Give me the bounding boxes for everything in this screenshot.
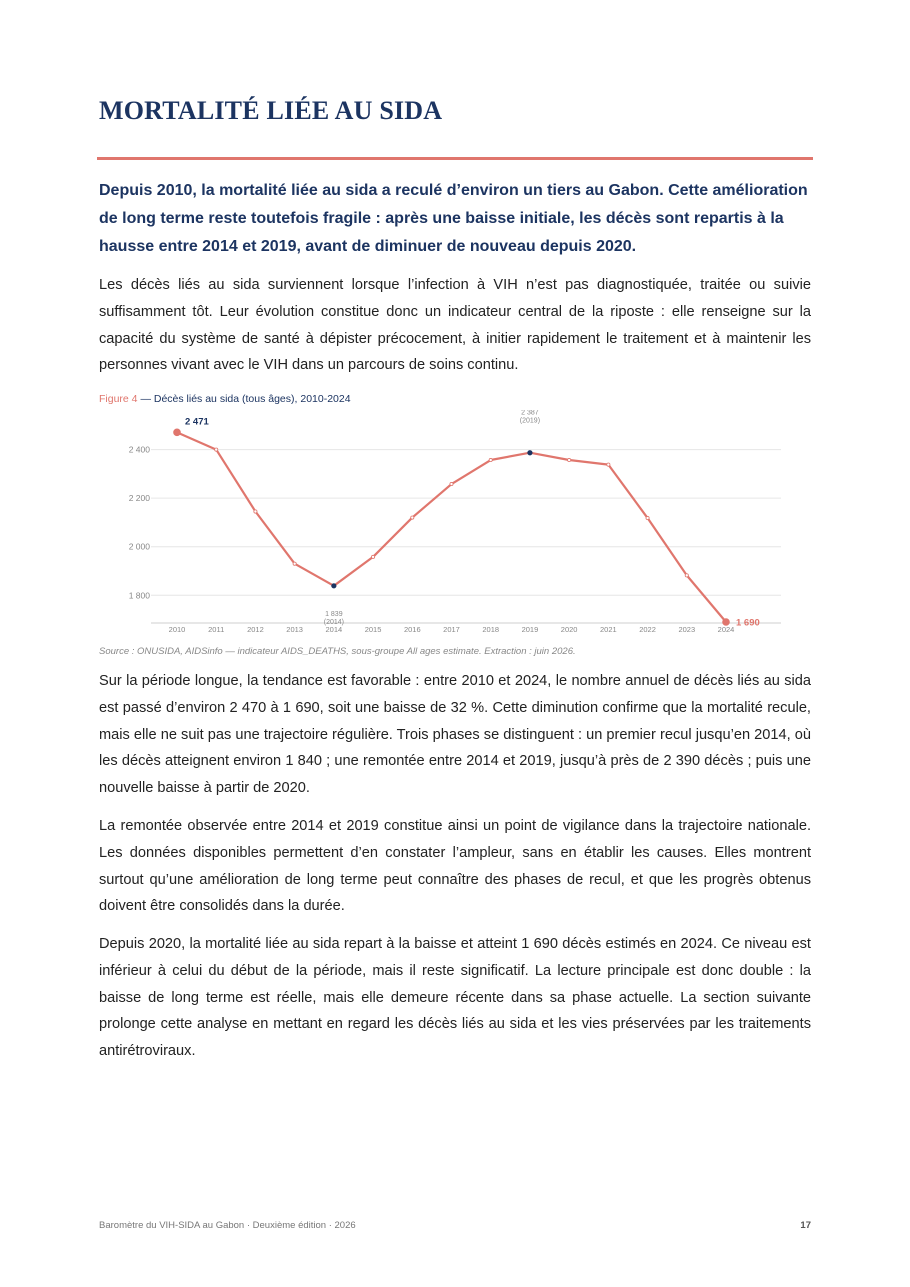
data-label-end: 1 690 xyxy=(736,617,760,629)
chart-svg xyxy=(99,410,811,640)
figure-source: Source : ONUSIDA, AIDSinfo — indicateur AIDS_DEATHS, sous-groupe All ages estimate. Extraction : juin 2026. xyxy=(99,646,576,657)
y-tick-label: 1 800 xyxy=(128,590,150,601)
x-tick-label: 2023 xyxy=(678,625,696,634)
x-tick-label: 2010 xyxy=(168,625,186,634)
page-title: MORTALITÉ LIÉE AU SIDA xyxy=(99,96,443,125)
data-point xyxy=(723,619,730,626)
body-paragraph-3: La remontée observée entre 2014 et 2019 constitue ainsi un point de vigilance dans la trajectoire nationale. Les données disponibles permettent d’en constater l’ampleur, sans en établir les causes. Elles montrent surtout qu’une amélioration de long terme peut connaître des phases de recul, et que les progrès obtenus doivent être consolidés dans la durée. xyxy=(99,818,811,915)
x-tick-label: 2011 xyxy=(208,625,225,634)
y-tick-label: 2 000 xyxy=(128,541,150,552)
data-point xyxy=(371,555,374,558)
deaths-line-chart xyxy=(99,410,811,640)
data-point xyxy=(411,516,414,519)
page-footer xyxy=(99,1220,811,1231)
data-label-min-year: (2014) xyxy=(323,618,344,626)
data-point xyxy=(685,574,688,577)
x-tick-label: 2024 xyxy=(717,625,735,634)
data-point xyxy=(254,510,257,513)
title-divider xyxy=(97,157,813,160)
x-tick-label: 2016 xyxy=(403,625,421,634)
x-tick-label: 2014 xyxy=(325,625,343,634)
data-point xyxy=(528,451,532,455)
x-tick-label: 2017 xyxy=(443,625,460,634)
x-tick-label: 2020 xyxy=(560,625,578,634)
page-number: 17 xyxy=(800,1220,811,1231)
figure-caption-text: — Décès liés au sida (tous âges), 2010-2024 xyxy=(137,393,351,405)
y-tick-label: 2 200 xyxy=(128,493,150,504)
x-tick-label: 2012 xyxy=(247,625,264,634)
y-tick-label: 2 400 xyxy=(128,444,150,455)
body-paragraph-1: Les décès liés au sida surviennent lorsque l’infection à VIH n’est pas diagnostiquée, traitée ou suivie suffisamment tôt. Leur évolution constitue donc un indicateur central de la riposte : elle renseigne sur la capacité du système de santé à dépister précocement, à initier rapidement le traitement et à maintenir les personnes vivant avec le VIH dans un parcours de soins continu. xyxy=(99,277,811,374)
x-tick-label: 2013 xyxy=(286,625,303,634)
figure-caption xyxy=(99,393,351,405)
data-point xyxy=(489,458,492,461)
x-tick-label: 2021 xyxy=(600,625,617,634)
x-tick-label: 2018 xyxy=(482,625,500,634)
data-point xyxy=(174,429,181,436)
data-point xyxy=(646,516,649,519)
data-label-start: 2 471 xyxy=(185,416,209,428)
data-point xyxy=(293,562,296,565)
series-line xyxy=(177,432,726,622)
data-label-max: 2 387 xyxy=(521,410,539,417)
body-paragraph-4: Depuis 2020, la mortalité liée au sida repart à la baisse et atteint 1 690 décès estimés en 2024. Ce niveau est inférieur à celui du début de la période, mais il reste significatif. La lecture principale est donc double : la baisse de long terme est réelle, mais elle demeure récente dans sa phase actuelle. La section suivante prolonge cette analyse en mettant en regard les décès liés au sida et les vies préservées par les traitements antirétroviraux. xyxy=(99,936,811,1060)
data-point xyxy=(568,458,571,461)
data-point xyxy=(332,584,336,588)
data-label-min: 1 839 xyxy=(325,610,343,618)
x-tick-label: 2019 xyxy=(521,625,539,634)
x-tick-label: 2022 xyxy=(639,625,656,634)
data-point xyxy=(607,463,610,466)
lead-paragraph: Depuis 2010, la mortalité liée au sida a reculé d’environ un tiers au Gabon. Cette amélioration de long terme reste toutefois fragile : après une baisse initiale, les décès sont repartis à la hausse entre 2014 et 2019, avant de diminuer de nouveau depuis 2020. xyxy=(99,182,808,255)
footer-text: Baromètre du VIH-SIDA au Gabon · Deuxième édition · 2026 xyxy=(99,1220,356,1231)
data-point xyxy=(450,482,453,485)
data-point xyxy=(215,448,218,451)
data-label-max-year: (2019) xyxy=(519,417,541,425)
x-tick-label: 2015 xyxy=(364,625,382,634)
body-paragraph-2: Sur la période longue, la tendance est favorable : entre 2010 et 2024, le nombre annuel de décès liés au sida est passé d’environ 2 470 à 1 690, soit une baisse de 32 %. Cette diminution confirme que la mortalité recule, mais elle ne suit pas une trajectoire régulière. Trois phases se distinguent : un premier recul jusqu’en 2014, où les décès atteignent environ 1 840 ; une remontée entre 2014 et 2019, jusqu’à près de 2 390 décès ; puis une nouvelle baisse à partir de 2020. xyxy=(99,673,811,797)
figure-label: Figure 4 xyxy=(99,393,138,405)
